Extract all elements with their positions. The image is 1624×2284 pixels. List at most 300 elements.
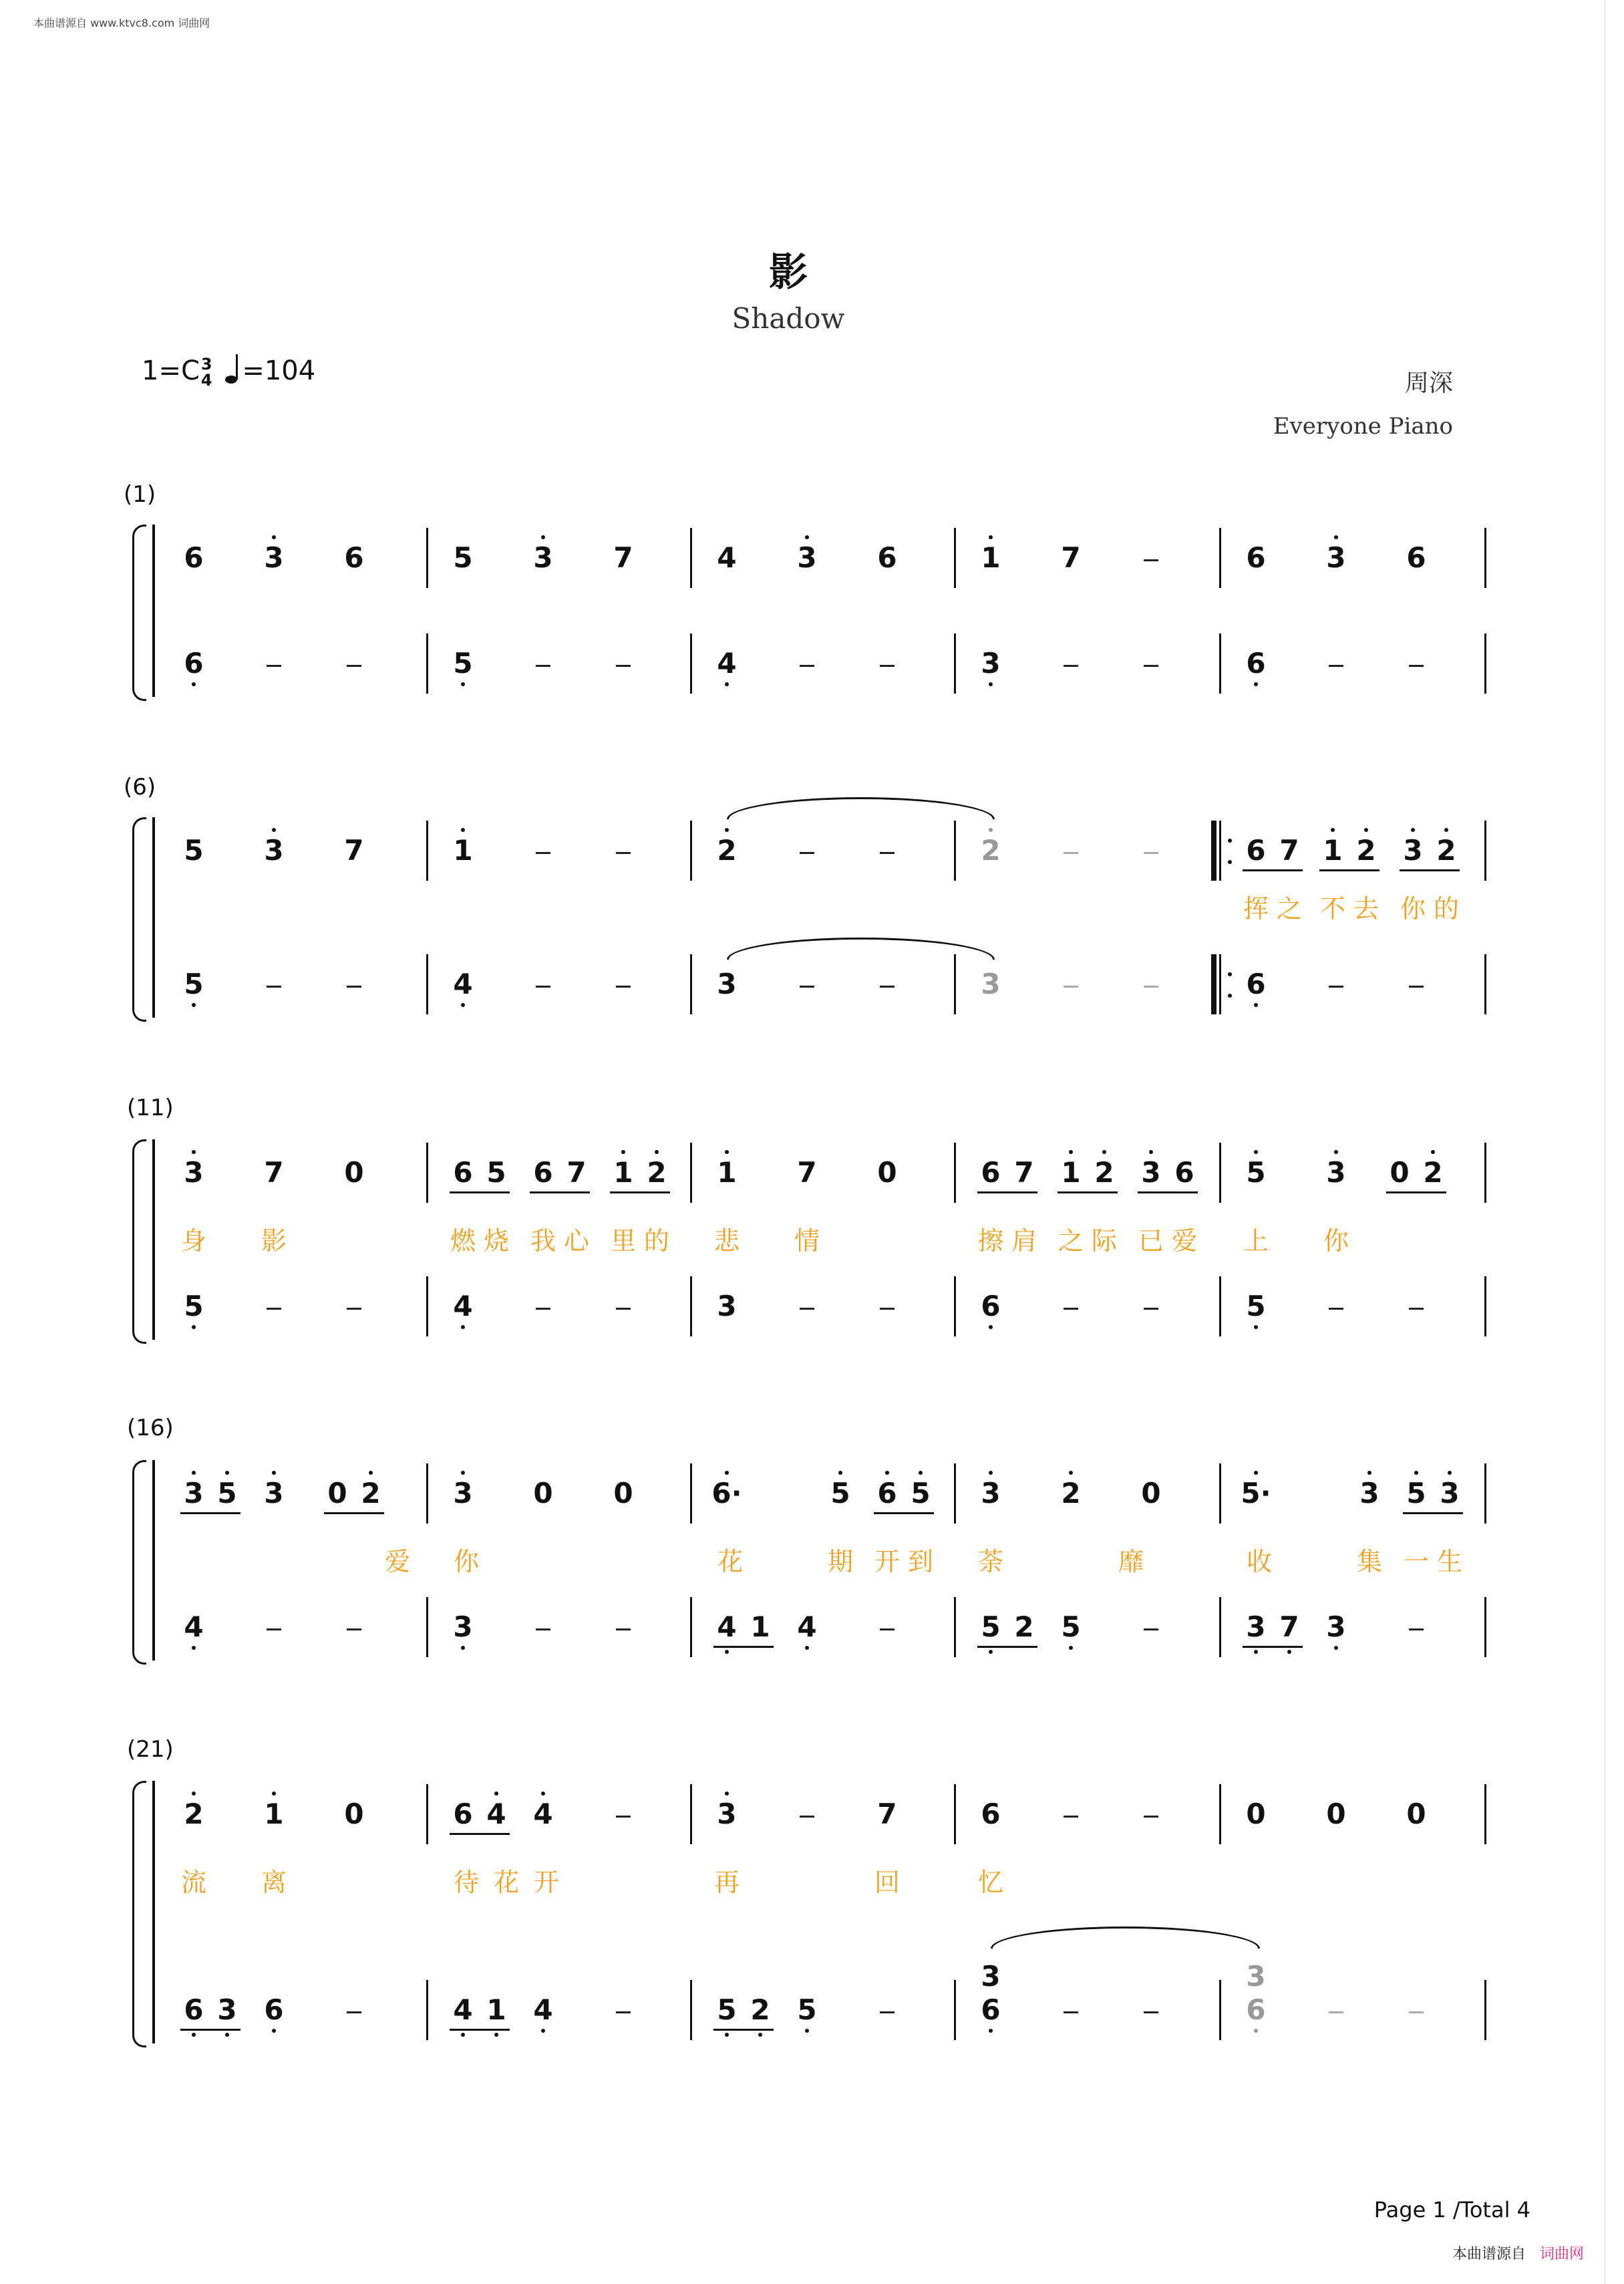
barline: [1484, 1276, 1486, 1336]
beam: [713, 2029, 774, 2031]
song-title: 影: [768, 249, 808, 295]
song-subtitle: Shadow: [732, 302, 845, 335]
note: 3: [264, 834, 284, 867]
dash: [1144, 559, 1158, 561]
note: 6: [264, 1993, 284, 2026]
barline: [954, 821, 956, 881]
barline: [1484, 528, 1486, 588]
dash: [800, 665, 814, 667]
lyric: 身: [180, 1226, 207, 1256]
note: 6: [981, 1798, 1001, 1830]
octave-dot: [461, 682, 465, 686]
octave-dot: [272, 535, 276, 539]
octave-dot: [272, 828, 276, 832]
note: 3: [217, 1993, 237, 2026]
dash: [347, 665, 361, 667]
lyric: 之: [1058, 1226, 1084, 1256]
system-number: (11): [127, 1095, 174, 1121]
dash: [880, 2011, 895, 2013]
note: 0: [327, 1477, 347, 1510]
barline: [690, 528, 692, 588]
octave-dot: [989, 2029, 993, 2033]
dash: [1409, 2011, 1424, 2013]
dash: [800, 986, 814, 988]
system-brace: [132, 1460, 146, 1665]
dash: [616, 1816, 631, 1818]
barline: [954, 954, 956, 1014]
lyric: 挥: [1243, 894, 1269, 923]
lyric: 去: [1353, 894, 1379, 923]
octave-dot: [725, 1650, 729, 1654]
beam: [610, 1191, 670, 1193]
octave-dot: [989, 1325, 993, 1329]
note: 7: [613, 541, 633, 574]
note: 1: [453, 834, 473, 867]
dash: [800, 1308, 814, 1310]
note: 3: [1440, 1477, 1460, 1510]
dash: [536, 986, 550, 988]
note: 6: [981, 1290, 1001, 1322]
note: 7: [1061, 541, 1081, 574]
system-brace: [132, 1139, 146, 1344]
note: 5: [830, 1477, 850, 1510]
octave-dot: [1444, 828, 1448, 832]
beam: [180, 2029, 240, 2031]
system-bar: [152, 525, 155, 697]
note: 4: [486, 1798, 506, 1830]
lyric: 回: [874, 1868, 901, 1897]
note: 0: [1390, 1156, 1410, 1189]
barline: [1484, 1597, 1486, 1657]
dash: [1144, 852, 1158, 854]
note: 3: [1141, 1156, 1161, 1189]
note: 3: [453, 1477, 473, 1510]
note: 2: [981, 834, 1001, 867]
note: 1: [264, 1798, 284, 1830]
repeat-dot: [1228, 994, 1232, 998]
barline: [1219, 821, 1221, 881]
beam: [180, 1512, 240, 1514]
lyric: 生: [1436, 1547, 1463, 1576]
dash: [616, 2011, 631, 2013]
system-number: (6): [124, 774, 156, 801]
beam: [1319, 869, 1379, 871]
note: 5: [217, 1477, 237, 1510]
beam: [530, 1191, 590, 1193]
barline: [954, 633, 956, 694]
note: 6: [184, 1993, 204, 2026]
note: 5·: [1241, 1477, 1271, 1510]
note: 3: [264, 1477, 284, 1510]
barline: [954, 1276, 956, 1336]
octave-dot: [725, 2033, 729, 2037]
barline: [690, 821, 692, 881]
note: 3: [184, 1477, 204, 1510]
note: 7: [877, 1798, 897, 1830]
note: 3: [1326, 1156, 1346, 1189]
lyric: 我: [530, 1226, 556, 1256]
lyric: 的: [643, 1226, 670, 1256]
note: 1: [717, 1156, 737, 1189]
barline: [1219, 633, 1221, 694]
dash: [1329, 986, 1343, 988]
dash: [1144, 2011, 1158, 2013]
octave-dot: [989, 1650, 993, 1654]
barline: [426, 1463, 428, 1524]
octave-dot: [461, 2033, 465, 2037]
note: 5: [797, 1993, 817, 2026]
tempo: =104: [242, 355, 316, 386]
lyric: 悲: [713, 1226, 740, 1256]
lyric: 爱: [384, 1547, 411, 1576]
note: 6: [877, 1477, 897, 1510]
dash: [616, 852, 631, 854]
time-signature: 3 4: [200, 355, 212, 390]
system-number: (21): [127, 1736, 174, 1763]
note: 3: [453, 1610, 473, 1643]
note: 6: [344, 541, 364, 574]
note: 0: [344, 1156, 364, 1189]
octave-dot: [192, 1646, 196, 1650]
barline: [426, 528, 428, 588]
note: 2: [1014, 1610, 1034, 1643]
source-header: 本曲谱源自 www.ktvc8.com 词曲网: [33, 17, 210, 29]
octave-dot: [461, 1003, 465, 1007]
footer: 本曲谱源自 词曲网: [1452, 2246, 1584, 2263]
barline: [1219, 1276, 1221, 1336]
note: 5: [911, 1477, 931, 1510]
octave-dot: [989, 828, 993, 832]
octave-dot: [1411, 828, 1415, 832]
dash: [1329, 2011, 1343, 2013]
dash: [347, 1308, 361, 1310]
barline: [690, 1276, 692, 1336]
beam: [874, 1512, 934, 1514]
note: 0: [613, 1477, 633, 1510]
lyric: 你: [1400, 894, 1426, 923]
note: 4: [797, 1610, 817, 1643]
note: 5: [453, 541, 473, 574]
repeat-bar: [1211, 821, 1216, 881]
octave-dot: [541, 1792, 545, 1796]
note: 2: [1436, 834, 1456, 867]
lyric: 烧: [483, 1226, 510, 1256]
octave-dot: [541, 2029, 545, 2033]
note: 3: [1403, 834, 1423, 867]
note: 4: [717, 1610, 737, 1643]
dash: [1064, 986, 1078, 988]
octave-dot: [758, 2033, 762, 2037]
octave-dot: [1431, 1150, 1435, 1154]
note: 2: [717, 834, 737, 867]
octave-dot: [1069, 1150, 1073, 1154]
note: 4: [717, 647, 737, 680]
octave-dot: [192, 1792, 196, 1796]
lyric: 收: [1246, 1547, 1273, 1576]
note: 5: [981, 1610, 1001, 1643]
note: 1: [750, 1610, 770, 1643]
octave-dot: [1254, 682, 1258, 686]
dash: [880, 1308, 895, 1310]
beam: [450, 2029, 510, 2031]
note: 3: [717, 968, 737, 1000]
lyric: 心: [563, 1226, 590, 1256]
beam: [450, 1191, 510, 1193]
dash: [1064, 1308, 1078, 1310]
note: 5: [453, 647, 473, 680]
octave-dot: [989, 682, 993, 686]
dash: [1064, 852, 1078, 854]
barline: [1484, 821, 1486, 881]
octave-dot: [1254, 1650, 1258, 1654]
octave-dot: [461, 1646, 465, 1650]
note: 7: [1279, 1610, 1299, 1643]
note: 0: [1326, 1798, 1346, 1830]
note: 6: [453, 1156, 473, 1189]
barline: [690, 633, 692, 694]
lyric: 花: [493, 1868, 520, 1897]
key-signature: 1=C: [142, 355, 200, 386]
note: 1: [1323, 834, 1343, 867]
octave-dot: [919, 1471, 923, 1475]
key-tempo: [142, 353, 315, 392]
barline: [1219, 1980, 1221, 2040]
dash: [267, 986, 281, 988]
dash: [800, 1816, 814, 1818]
dash: [1144, 986, 1158, 988]
note: 2: [1423, 1156, 1443, 1189]
octave-dot: [1069, 1471, 1073, 1475]
note: 3: [717, 1798, 737, 1830]
note: 7: [797, 1156, 817, 1189]
octave-dot: [461, 1471, 465, 1475]
barline: [426, 1980, 428, 2040]
note: 0: [344, 1798, 364, 1830]
note: 2: [1094, 1156, 1114, 1189]
note: 3: [981, 1477, 1001, 1510]
octave-dot: [885, 1471, 889, 1475]
octave-dot: [989, 1471, 993, 1475]
octave-dot: [494, 1792, 498, 1796]
dash: [536, 1628, 550, 1630]
octave-dot: [805, 1646, 809, 1650]
dash: [616, 1628, 631, 1630]
note: 2: [647, 1156, 667, 1189]
barline: [426, 633, 428, 694]
dash: [880, 986, 895, 988]
barline: [954, 1980, 956, 2040]
note: 2: [1356, 834, 1376, 867]
tie: [727, 938, 995, 960]
note: 4: [533, 1798, 553, 1830]
octave-dot: [192, 1325, 196, 1329]
dash: [1409, 665, 1424, 667]
lyric: 忆: [977, 1868, 1004, 1897]
dash: [1329, 665, 1343, 667]
lyric: 待: [453, 1868, 480, 1897]
beam: [1400, 869, 1460, 871]
note: 2: [750, 1993, 770, 2026]
barline: [954, 528, 956, 588]
barline: [1484, 1463, 1486, 1524]
note: 6·: [711, 1477, 742, 1510]
octave-dot: [1334, 535, 1338, 539]
repeat-dot: [1228, 972, 1232, 976]
octave-dot: [1254, 1150, 1258, 1154]
lyric: 里: [610, 1226, 637, 1256]
note: 0: [877, 1156, 897, 1189]
lyric: 的: [1433, 894, 1460, 923]
beam: [977, 1646, 1037, 1648]
dash: [616, 986, 631, 988]
dash: [616, 1308, 631, 1310]
lyric: 离: [261, 1868, 287, 1897]
dash: [536, 1308, 550, 1310]
beam: [324, 1512, 384, 1514]
lyric: 集: [1356, 1547, 1383, 1576]
dash: [267, 665, 281, 667]
note: 3: [717, 1290, 737, 1322]
lyric: 靡: [1118, 1547, 1144, 1576]
octave-dot: [1069, 1646, 1073, 1650]
octave-dot: [805, 535, 809, 539]
note: 3: [981, 647, 1001, 680]
dash: [800, 852, 814, 854]
lyric: 际: [1091, 1226, 1118, 1256]
dash: [1409, 1628, 1424, 1630]
barline: [690, 954, 692, 1014]
repeat-dot: [1228, 860, 1232, 864]
dash: [1064, 665, 1078, 667]
lyric: 已: [1138, 1226, 1164, 1256]
lyric: 上: [1243, 1226, 1269, 1256]
tie: [727, 797, 995, 819]
note: 3: [1246, 1610, 1266, 1643]
lyric: 花: [717, 1547, 744, 1576]
barline: [426, 821, 428, 881]
dash: [1409, 986, 1424, 988]
dash: [1144, 665, 1158, 667]
note: 2: [1061, 1477, 1081, 1510]
note: 0: [1406, 1798, 1426, 1830]
note: 1: [1061, 1156, 1081, 1189]
note: 3: [1246, 1960, 1266, 1993]
note: 5: [1246, 1290, 1266, 1322]
beam: [1243, 1646, 1303, 1648]
octave-dot: [272, 1471, 276, 1475]
barline: [690, 1597, 692, 1657]
repeat-dot: [1228, 839, 1232, 843]
octave-dot: [725, 1792, 729, 1796]
octave-dot: [1331, 828, 1335, 832]
note: 6: [981, 1993, 1001, 2026]
octave-dot: [1448, 1471, 1452, 1475]
barline: [1219, 1784, 1221, 1844]
note: 6: [1406, 541, 1426, 574]
quarter-note-icon: [224, 353, 242, 392]
dash: [1144, 1628, 1158, 1630]
note: 5: [1406, 1477, 1426, 1510]
lyric: 开: [533, 1868, 560, 1897]
system-bar: [152, 1781, 155, 2043]
barline: [690, 1463, 692, 1524]
note: 3: [981, 1960, 1001, 1993]
octave-dot: [1254, 1471, 1258, 1475]
octave-dot: [541, 535, 545, 539]
note: 0: [533, 1477, 553, 1510]
note: 0: [1246, 1798, 1266, 1830]
note: 6: [1246, 541, 1266, 574]
dash: [880, 852, 895, 854]
barline: [1219, 528, 1221, 588]
lyric: 你: [1323, 1226, 1349, 1256]
dash: [347, 986, 361, 988]
octave-dot: [192, 1003, 196, 1007]
note: 7: [264, 1156, 284, 1189]
barline: [690, 1143, 692, 1203]
note: 0: [1141, 1477, 1161, 1510]
note: 5: [184, 1290, 204, 1322]
lyric: 你: [453, 1547, 480, 1576]
lyric: 燃: [450, 1226, 476, 1256]
note: 5: [184, 968, 204, 1000]
note: 4: [533, 1993, 553, 2026]
dash: [880, 665, 895, 667]
beam: [1403, 1512, 1463, 1514]
lyric: 不: [1319, 894, 1346, 923]
beam: [1386, 1191, 1446, 1193]
beam: [713, 1646, 774, 1648]
note: 6: [533, 1156, 553, 1189]
system-brace: [132, 817, 146, 1022]
barline: [954, 1463, 956, 1524]
note: 4: [453, 968, 473, 1000]
octave-dot: [1102, 1150, 1106, 1154]
dash: [880, 1628, 895, 1630]
note: 4: [453, 1290, 473, 1322]
lyric: 擦: [977, 1226, 1004, 1256]
dash: [1064, 2011, 1078, 2013]
note: 2: [184, 1798, 204, 1830]
octave-dot: [1334, 1150, 1338, 1154]
note: 6: [1246, 834, 1266, 867]
barline: [426, 1276, 428, 1336]
octave-dot: [272, 2029, 276, 2033]
note: 6: [184, 647, 204, 680]
barline: [426, 1143, 428, 1203]
note: 3: [533, 541, 553, 574]
octave-dot: [192, 682, 196, 686]
barline: [690, 1784, 692, 1844]
note: 6: [981, 1156, 1001, 1189]
beam: [977, 1191, 1037, 1193]
lyric: 开: [874, 1547, 901, 1576]
note: 7: [344, 834, 364, 867]
note: 3: [1326, 541, 1346, 574]
note: 5: [1246, 1156, 1266, 1189]
dash: [347, 2011, 361, 2013]
octave-dot: [989, 535, 993, 539]
barline: [1219, 1597, 1221, 1657]
note: 3: [184, 1156, 204, 1189]
barline: [954, 1143, 956, 1203]
octave-dot: [369, 1471, 373, 1475]
note: 6: [453, 1798, 473, 1830]
lyric: 荼: [977, 1547, 1004, 1576]
note: 5: [184, 834, 204, 867]
octave-dot: [1254, 1325, 1258, 1329]
octave-dot: [655, 1150, 659, 1154]
